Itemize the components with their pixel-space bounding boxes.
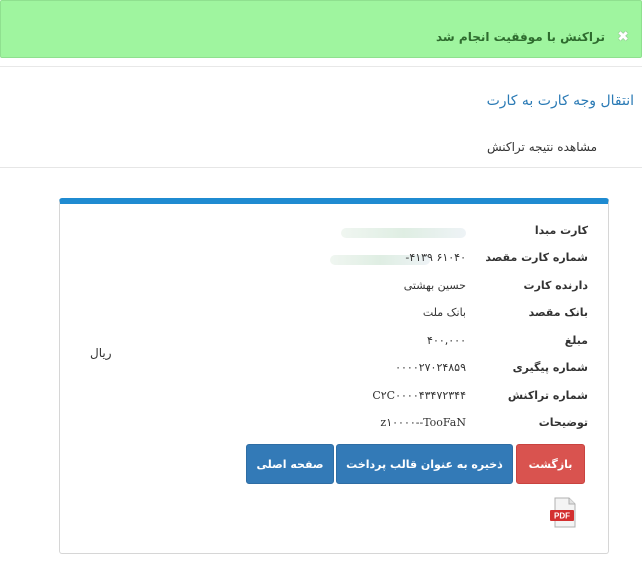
receipt-row-tracking bbox=[60, 359, 608, 379]
row-value: ۰۰۰۰۲۷۰۲۴۸۵۹ bbox=[395, 361, 466, 374]
save-template-button[interactable]: ذخیره به عنوان قالب پرداخت bbox=[336, 444, 513, 484]
row-label: توضیحات bbox=[538, 416, 588, 429]
receipt-row-transaction bbox=[60, 387, 608, 407]
home-button[interactable]: صفحه اصلی bbox=[246, 444, 334, 484]
success-alert bbox=[0, 0, 642, 58]
receipt-row-holder bbox=[60, 277, 608, 297]
transaction-result-panel bbox=[59, 198, 609, 554]
row-value: z۱۰۰۰۰--TooFaN bbox=[380, 416, 466, 429]
row-value: بانک ملت bbox=[422, 306, 466, 319]
section-subtitle: مشاهده نتیجه تراکنش bbox=[486, 140, 597, 154]
row-label: دارنده کارت bbox=[523, 279, 588, 292]
divider bbox=[0, 167, 642, 168]
row-label: شماره تراکنش bbox=[507, 389, 588, 402]
row-value: ۶۱۰۴۰ ۴۱۳۹- bbox=[405, 251, 466, 264]
row-label: کارت مبدا bbox=[534, 224, 588, 237]
success-message: تراکنش با موفقیت انجام شد bbox=[436, 30, 605, 44]
row-value: حسین بهشتی bbox=[403, 279, 466, 292]
back-button[interactable]: بازگشت bbox=[516, 444, 585, 484]
pdf-label: PDF bbox=[554, 511, 570, 521]
pdf-file-icon[interactable] bbox=[549, 497, 579, 529]
row-label: شماره کارت مقصد bbox=[485, 251, 588, 264]
row-value: C۲C۰۰۰۰۴۳۴۷۲۳۴۴ bbox=[372, 389, 466, 402]
receipt-row-bank bbox=[60, 304, 608, 324]
masked-card-number bbox=[341, 228, 466, 238]
row-label: بانک مقصد bbox=[528, 306, 588, 319]
receipt-row-description bbox=[60, 414, 608, 434]
page-title: انتقال وجه کارت به کارت bbox=[486, 93, 634, 109]
row-label: شماره پیگیری bbox=[512, 361, 588, 374]
receipt-row-amount bbox=[60, 332, 608, 352]
divider bbox=[0, 66, 642, 67]
currency-unit: ریال bbox=[90, 346, 112, 360]
receipt-row-destination-card bbox=[60, 249, 608, 269]
close-icon[interactable]: ✖ bbox=[617, 29, 629, 45]
receipt-row-source-card bbox=[60, 222, 608, 242]
row-value: ۴۰۰,۰۰۰ bbox=[427, 334, 466, 347]
row-label: مبلغ bbox=[564, 334, 588, 347]
